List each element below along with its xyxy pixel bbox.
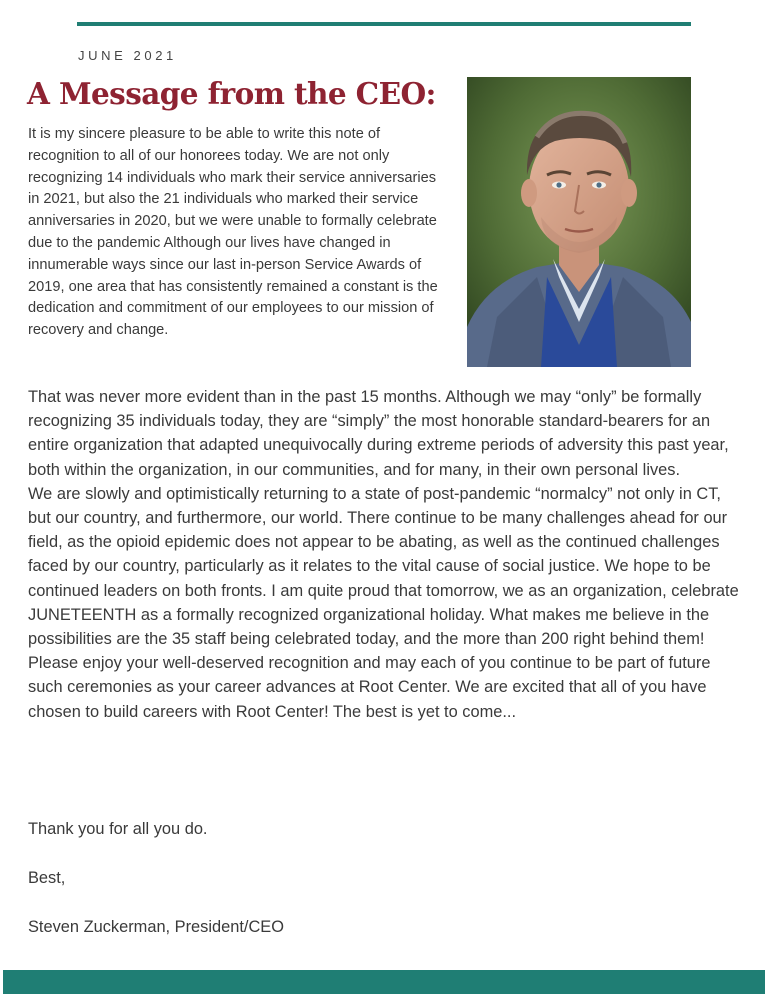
main-letter-body — [28, 385, 748, 724]
body-paragraph: That was never more evident than in the past 15 months. Although we may “only” be formally recognizing 35 individuals today, they are “simply” the most honorable standard-bearers for an entire organization that adapted unequivocally during extreme periods of adversity this past year, both within the organization, in our communities, and for many, in their own personal lives. — [28, 388, 729, 479]
signature-name: Steven Zuckerman, President/CEO — [28, 918, 284, 936]
closing-signoff: Best, — [28, 869, 66, 887]
body-paragraph: Please enjoy your well-deserved recognition and may each of you continue to be part of future such ceremonies as your career advances at Root Center. We are excited that all of you have chosen to build careers with Root Center! The best is yet to come... — [28, 654, 711, 721]
ceo-portrait-photo — [467, 77, 691, 367]
closing-thanks: Thank you for all you do. — [28, 820, 208, 838]
top-divider-rule — [77, 22, 691, 26]
body-paragraph: We are slowly and optimistically returning to a state of post-pandemic “normalcy” not only in CT, but our country, and furthermore, our world. There continue to be many challenges ahead for our field, as the opioid epidemic does not appear to be abating, as well as the continued challenges faced by our country, particularly as it relates to the vital cause of social justice. We hope to be continued leaders on both fronts. I am quite proud that tomorrow, we as an organization, celebrate JUNETEENTH as a formally recognized organizational holiday. What makes me believe in the possibilities are the 35 staff being celebrated today, and the more than 200 right behind them! — [28, 484, 739, 649]
footer-bar — [3, 970, 765, 994]
intro-paragraph: It is my sincere pleasure to be able to write this note of recognition to all of our honorees today. We are not only recognizing 14 individuals who mark their service anniversaries in 2021, but also the 21 individuals who marked their service anniversaries in 2020, but we were unable to formally celebrate due to the pandemic Although our lives have changed in innumerable ways since our last in-person Service Awards of 2019, one area that has consistently remained a constant is the dedication and commitment of our employees to our mission of recovery and change. — [28, 126, 438, 339]
page-title: A Message from the CEO: — [27, 76, 436, 111]
issue-date: JUNE 2021 — [78, 48, 177, 63]
